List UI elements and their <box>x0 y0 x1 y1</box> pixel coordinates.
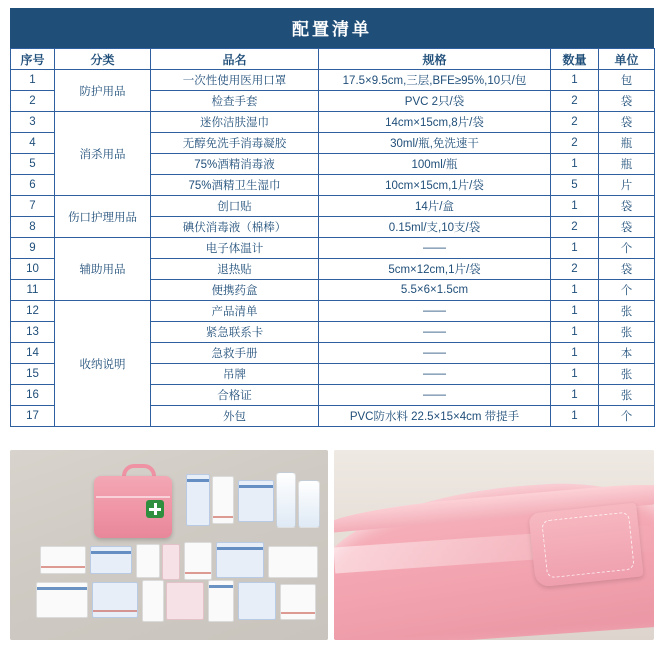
cell-unit: 袋 <box>599 217 655 238</box>
cell-spec: 5.5×6×1.5cm <box>319 280 551 301</box>
item-box <box>166 582 204 620</box>
cell-unit: 袋 <box>599 196 655 217</box>
cell-no: 13 <box>11 322 55 343</box>
cell-name: 电子体温计 <box>151 238 319 259</box>
cell-name: 检查手套 <box>151 91 319 112</box>
cell-unit: 张 <box>599 301 655 322</box>
cell-qty: 1 <box>551 406 599 427</box>
cell-name: 外包 <box>151 406 319 427</box>
cell-qty: 1 <box>551 322 599 343</box>
cell-no: 10 <box>11 259 55 280</box>
cell-unit: 张 <box>599 322 655 343</box>
cell-name: 产品清单 <box>151 301 319 322</box>
cell-spec: PVC 2只/袋 <box>319 91 551 112</box>
cell-unit: 个 <box>599 406 655 427</box>
cell-name: 75%酒精卫生湿巾 <box>151 175 319 196</box>
cell-no: 1 <box>11 70 55 91</box>
cell-spec: 30ml/瓶,免洗速干 <box>319 133 551 154</box>
cell-qty: 2 <box>551 91 599 112</box>
cell-name: 吊牌 <box>151 364 319 385</box>
table-row <box>11 70 655 91</box>
cell-spec: —— <box>319 322 551 343</box>
cell-no: 12 <box>11 301 55 322</box>
cell-category: 伤口护理用品 <box>55 196 151 238</box>
cell-unit: 袋 <box>599 259 655 280</box>
stitching-detail <box>541 512 635 579</box>
kit-contents-flatlay-photo <box>10 450 328 640</box>
cell-no: 2 <box>11 91 55 112</box>
cell-name: 迷你洁肤湿巾 <box>151 112 319 133</box>
table-row <box>11 112 655 133</box>
cell-unit: 瓶 <box>599 154 655 175</box>
bag-fabric-closeup-photo <box>334 450 654 640</box>
cell-unit: 袋 <box>599 91 655 112</box>
column-header-no: 序号 <box>11 49 55 70</box>
item-bottle <box>298 480 320 528</box>
item-packet <box>216 542 264 578</box>
cell-no: 15 <box>11 364 55 385</box>
configuration-table <box>10 48 655 427</box>
cell-no: 16 <box>11 385 55 406</box>
cell-spec: 5cm×12cm,1片/袋 <box>319 259 551 280</box>
cell-spec: —— <box>319 343 551 364</box>
cell-name: 碘伏消毒液（棉棒） <box>151 217 319 238</box>
product-photo-gallery <box>10 450 654 640</box>
cell-unit: 本 <box>599 343 655 364</box>
cell-spec: PVC防水料 22.5×15×4cm 带提手 <box>319 406 551 427</box>
cell-no: 4 <box>11 133 55 154</box>
cell-unit: 个 <box>599 238 655 259</box>
table-row <box>11 301 655 322</box>
cell-name: 便携药盒 <box>151 280 319 301</box>
item-box <box>136 544 160 578</box>
item-packet <box>36 582 88 618</box>
cell-name: 无醇免洗手消毒凝胶 <box>151 133 319 154</box>
cell-category: 消杀用品 <box>55 112 151 196</box>
column-header-unit: 单位 <box>599 49 655 70</box>
item-box <box>184 542 212 580</box>
cell-no: 17 <box>11 406 55 427</box>
cell-no: 5 <box>11 154 55 175</box>
cell-spec: —— <box>319 238 551 259</box>
cell-qty: 1 <box>551 364 599 385</box>
cell-qty: 1 <box>551 301 599 322</box>
cell-spec: —— <box>319 385 551 406</box>
cell-name: 一次性使用医用口罩 <box>151 70 319 91</box>
table-row <box>11 238 655 259</box>
item-packet <box>238 582 276 620</box>
column-header-qty: 数量 <box>551 49 599 70</box>
cell-spec: 10cm×15cm,1片/袋 <box>319 175 551 196</box>
item-packet <box>40 546 86 574</box>
cell-qty: 2 <box>551 133 599 154</box>
cell-no: 11 <box>11 280 55 301</box>
medical-cross-icon <box>146 500 164 518</box>
item-box <box>142 580 164 622</box>
table-row <box>11 196 655 217</box>
cell-name: 75%酒精消毒液 <box>151 154 319 175</box>
cell-unit: 袋 <box>599 112 655 133</box>
cell-qty: 1 <box>551 154 599 175</box>
cell-no: 6 <box>11 175 55 196</box>
item-box <box>186 474 210 526</box>
cell-category: 辅助用品 <box>55 238 151 301</box>
cell-unit: 张 <box>599 385 655 406</box>
cell-unit: 瓶 <box>599 133 655 154</box>
table-header-row <box>11 49 655 70</box>
cell-no: 8 <box>11 217 55 238</box>
item-box <box>208 580 234 622</box>
column-header-category: 分类 <box>55 49 151 70</box>
cell-name: 急救手册 <box>151 343 319 364</box>
cell-spec: 100ml/瓶 <box>319 154 551 175</box>
item-packet <box>92 582 138 618</box>
cell-name: 退热贴 <box>151 259 319 280</box>
cell-unit: 包 <box>599 70 655 91</box>
cell-name: 紧急联系卡 <box>151 322 319 343</box>
cell-name: 合格证 <box>151 385 319 406</box>
cell-qty: 1 <box>551 70 599 91</box>
cell-spec: —— <box>319 364 551 385</box>
cell-spec: 0.15ml/支,10支/袋 <box>319 217 551 238</box>
cell-qty: 1 <box>551 196 599 217</box>
cell-spec: 17.5×9.5cm,三层,BFE≥95%,10只/包 <box>319 70 551 91</box>
item-packet <box>280 584 316 620</box>
cell-qty: 2 <box>551 112 599 133</box>
item-packet <box>268 546 318 578</box>
column-header-name: 品名 <box>151 49 319 70</box>
bag-zipper <box>96 496 170 498</box>
cell-no: 9 <box>11 238 55 259</box>
page-title: 配置清单 <box>10 8 654 48</box>
cell-qty: 2 <box>551 259 599 280</box>
cell-category: 收纳说明 <box>55 301 151 427</box>
item-pouch <box>238 480 274 522</box>
cell-no: 3 <box>11 112 55 133</box>
cell-qty: 1 <box>551 280 599 301</box>
cell-spec: —— <box>319 301 551 322</box>
item-box <box>212 476 234 524</box>
cell-spec: 14片/盒 <box>319 196 551 217</box>
cell-spec: 14cm×15cm,8片/袋 <box>319 112 551 133</box>
cell-qty: 1 <box>551 238 599 259</box>
cell-no: 14 <box>11 343 55 364</box>
cell-qty: 1 <box>551 343 599 364</box>
item-packet <box>90 546 132 574</box>
cell-unit: 片 <box>599 175 655 196</box>
column-header-spec: 规格 <box>319 49 551 70</box>
cell-unit: 个 <box>599 280 655 301</box>
cell-no: 7 <box>11 196 55 217</box>
cell-category: 防护用品 <box>55 70 151 112</box>
item-tube <box>162 544 180 580</box>
cell-qty: 5 <box>551 175 599 196</box>
cell-unit: 张 <box>599 364 655 385</box>
cell-qty: 2 <box>551 217 599 238</box>
item-bottle <box>276 472 296 528</box>
cell-name: 创口贴 <box>151 196 319 217</box>
cell-qty: 1 <box>551 385 599 406</box>
